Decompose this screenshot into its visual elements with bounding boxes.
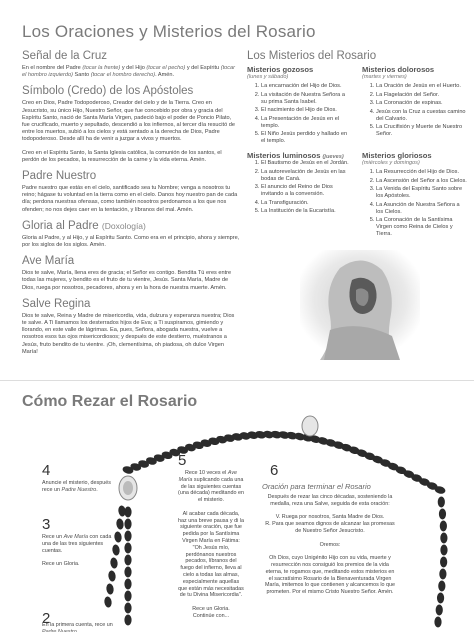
dolorosos-block — [362, 65, 467, 151]
senal-heading: Señal de la Cruz — [22, 50, 108, 62]
rosary-bead — [118, 505, 127, 517]
gozosos-heading: Misterios gozosos — [247, 65, 314, 74]
senal-text: En el nombre del Padre (tocar la frente) y del Hijo (tocar el pecho) y del Espíritu (tocar el hombro izquierdo) Santo (tocar el hombro derecho). Amén. — [22, 65, 236, 79]
list-item: 1. El Bautismo de Jesús en el Jordán. — [261, 160, 352, 167]
gloria-heading: Gloria al Padre (Doxología) — [22, 219, 146, 232]
rosary-bead — [124, 591, 131, 602]
rosary-bead — [434, 617, 441, 628]
list-item: 1. La encarnación del Hijo de Dios. — [261, 83, 352, 90]
gozosos-block — [247, 65, 352, 151]
rosary-bead — [440, 533, 447, 544]
rosary-bead — [124, 543, 131, 554]
simbolo-text: Creo en Dios, Padre Todopoderoso, Creador del cielo y de la Tierra. Creo en Jesucristo, su único Hijo, Nuestro Señor, que fue concebido por obra y gracia del Espíritu Santo, nació de Santa María Virgen, padeció bajo el poder de Poncio Pilato, fue crucificado, muerto y sepultado, descendió a los infiernos, al tercer día resucitó de entre los muertos, subió a los cielos y está sentado a la derecha de Dios, Padre todopoderoso. Desde allí ha de venir a juzgar a vivos y muertos. — [22, 100, 235, 143]
padre-heading: Padre Nuestro — [22, 170, 97, 183]
rosary-bead — [438, 497, 445, 508]
rosary-bead — [436, 605, 443, 616]
prayers-column — [22, 50, 240, 362]
step-2-text: En la primera cuenta, rece un Padre Nuestro. — [42, 622, 113, 632]
gloriosos-days: (miércoles y domingos) — [362, 160, 420, 166]
list-item: 3. La Venida del Espíritu Santo sobre los Apóstoles. — [376, 186, 467, 200]
list-item: 3. El anuncio del Reino de Dios invitando a la conversión. — [261, 184, 352, 198]
list-item: 3. El nacimiento del Hijo de Dios. — [261, 107, 352, 114]
list-item: 3. La Coronación de espinas. — [376, 100, 467, 107]
list-item: 4. Jesús con la Cruz a cuestas camino del Calvario. — [376, 109, 467, 123]
list-item: 4. La Transfiguración. — [261, 200, 352, 207]
list-item: 2. La visitación de Nuestra Señora a su prima Santa Isabel. — [261, 92, 352, 106]
simbolo-text-2: Creo en el Espíritu Santo, la Santa Iglesia católica, la comunión de los santos, el perdón de los pecados, la resurrección de la carne y la vida eterna. Amén. — [22, 149, 222, 163]
list-item: 1. La Resurrección del Hijo de Dios. — [376, 169, 467, 176]
rosary-bead — [438, 581, 445, 592]
list-item: 2. La Flagelación del Señor. — [376, 92, 467, 99]
ave-heading: Ave María — [22, 255, 75, 268]
step-5-text: Rece 10 veces el Ave María suplicando cada una de las siguientes cuentas (una década) meditando en el misterio. Al acabar cada década, haz una breve pausa y di la siguiente oración, que fue pedida por la Santísima Virgen María en Fátima: "Oh Jesús mío, perdónanos nuestros pecados, líbranos del fuego del infierno, lleva al cielo a todas las almas, especialmente aquellas que están más necesitadas de tu Divina Misericordia". Rece un Gloria. Continúe con... — [178, 470, 244, 619]
mysteries-column — [247, 50, 467, 244]
list-item: 2. La Ascensión del Señor a los Cielos. — [376, 178, 467, 185]
section-divider — [0, 380, 474, 381]
luminosos-list — [247, 160, 352, 215]
rosary-bead — [124, 615, 131, 626]
how-to-heading: Cómo Rezar el Rosario — [22, 393, 198, 410]
rosary-bead — [440, 557, 447, 568]
padre-text: Padre nuestro que estás en el cielo, santificado sea tu Nombre; venga a nosotros tu reino; hágase tu voluntad en la tierra como en el cielo. Danos hoy nuestro pan de cada día; perdona nuestras ofensas, como también nosotros perdonamos a los que nos ofenden; no nos dejes caer en la tentación, y líbranos del mal. Amén. — [22, 185, 238, 213]
gozosos-days: (lunes y sábado) — [247, 74, 289, 80]
rosary-bead — [114, 531, 123, 543]
list-item: 1. La Oración de Jesús en el Huerto. — [376, 83, 467, 90]
mysteries-heading: Los Misterios del Rosario — [247, 50, 377, 62]
step-3-number: 3 — [42, 516, 51, 533]
dolorosos-days: (martes y viernes) — [362, 74, 407, 80]
dolorosos-list — [362, 83, 467, 138]
list-item: 5. La Crucifixión y Muerte de Nuestro Señor. — [376, 124, 467, 138]
step-4-text: Anuncie el misterio, después rece un Padre Nuestro. — [42, 480, 111, 493]
ave-text: Dios te salve, María, llena eres de gracia; el Señor es contigo. Bendita Tú eres entre todas las mujeres, y bendito es el fruto de tu vientre, Jesús. Santa María, Madre de Dios, ruega por nosotros, pecadores, ahora y en la hora de nuestra muerte. Amén. — [22, 270, 232, 291]
gloriosos-block — [362, 151, 467, 244]
step-4-number: 4 — [42, 462, 51, 479]
rosary-bead — [439, 509, 446, 520]
list-item: 5. La Coronación de la Santísima Virgen como Reina de Cielos y Tierra. — [376, 217, 467, 238]
page-title: Los Oraciones y Misterios del Rosario — [22, 22, 316, 41]
gloria-text: Gloria al Padre, y al Hijo, y al Espíritu Santo. Como era en el principio, ahora y siempre, por los siglos de los siglos. Amén. — [22, 234, 240, 249]
step-5-number: 5 — [178, 452, 187, 469]
rosary-bead — [124, 519, 131, 530]
rosary-bead — [440, 521, 447, 532]
step-2-number: 2 — [42, 610, 51, 627]
rosary-bead — [437, 593, 444, 604]
list-item: 4. La Asunción de Nuestra Señora a los Cielos. — [376, 202, 467, 216]
simbolo-heading: Símbolo (Credo) de los Apóstoles — [22, 85, 194, 98]
rosary-bead — [106, 583, 115, 595]
step-6-title: Oración para terminar el Rosario — [262, 482, 371, 491]
rosary-bead — [124, 555, 131, 566]
rosary-bead — [104, 596, 113, 608]
mysteries-row-1 — [247, 65, 467, 151]
list-item: 2. La autorevelación de Jesús en las bodas de Caná. — [261, 169, 352, 183]
rosary-bead — [440, 545, 447, 556]
step-6-text: Después de rezar las cinco décadas, sosteniendo la medalla, reza una Salve, seguida de esta oración: V. Ruega por nosotros, Santa Madre de Dios. R. Para que seamos dignos de alcanzar las promesas de Nuestro Señor Jesucristo. Oremos: Oh Dios, cuyo Unigénito Hijo con su vida, muerte y resurrección nos consiguió los premios de la vida eterna, te rogamos que, meditando estos misterios en el sacratísimo Rosario de la Bienaventurada Virgen María, imitemos lo que contienen y alcancemos lo que prometen. Por el mismo Cristo Nuestro Señor. Amén. — [264, 494, 396, 596]
gloriosos-heading: Misterios gloriosos — [362, 151, 432, 160]
step-3-text: Rece un Ave María con cada una de las tres siguientes cuentas. Rece un Gloria. — [42, 534, 112, 568]
rosary-bead — [108, 570, 117, 582]
salve-text: Dios te salve, Reina y Madre de misericordia, vida, dulzura y esperanza nuestra; Dios te salve. A Ti llamamos los desterrados hijos de Eva; a Ti suspiramos, gimiendo y llorando, en este valle de lágrimas. Ea, pues, Señora, abogada nuestra, vuelve a nosotros esos tus ojos misericordiosos; y después de este destierro, muéstranos a Jesús, fruto bendito de tu vientre. ¡Oh, clementísima, oh piadosa, oh dulce Virgen María! — [22, 312, 235, 355]
salve-heading: Salve Regina — [22, 297, 91, 310]
list-item: 5. El Niño Jesús perdido y hallado en el templo. — [261, 131, 352, 145]
list-item: 4. La Presentación de Jesús en el templo. — [261, 116, 352, 130]
rosary-bead — [439, 569, 446, 580]
step-6-number: 6 — [270, 462, 279, 479]
gozosos-list — [247, 83, 352, 145]
rosary-bead — [124, 567, 131, 578]
mysteries-row-2 — [247, 151, 467, 244]
dolorosos-heading: Misterios dolorosos — [362, 65, 435, 74]
list-item: 5. La Institución de la Eucaristía. — [261, 208, 352, 215]
rosary-bead — [124, 531, 131, 542]
rosary-bead — [116, 518, 125, 530]
luminosos-heading: Misterios luminosos (jueves) — [247, 151, 344, 160]
luminosos-block — [247, 151, 352, 244]
gloriosos-list — [362, 169, 467, 238]
virgin-mary-image — [300, 250, 420, 360]
rosary-bead — [124, 579, 131, 590]
rosary-bead — [124, 603, 131, 614]
